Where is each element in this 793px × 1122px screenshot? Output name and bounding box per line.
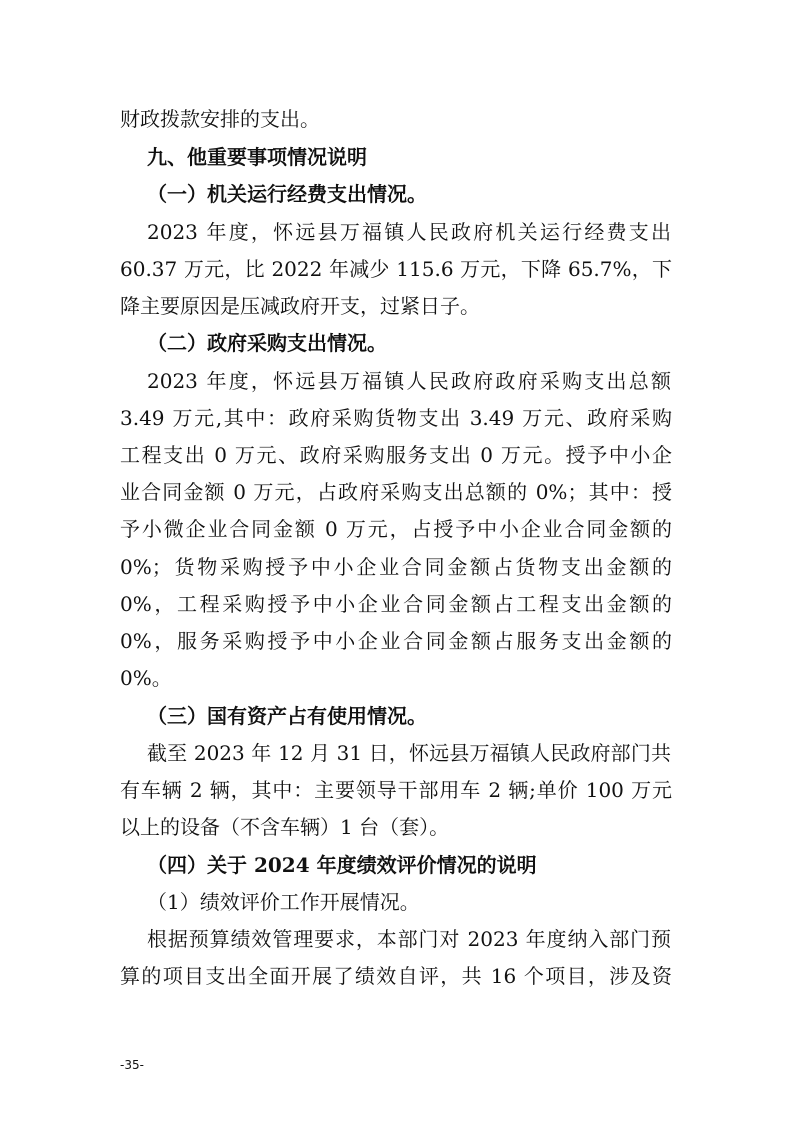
paragraph-line: 2023 年度，怀远县万福镇人民政府政府采购支出总额 — [147, 369, 671, 393]
paragraph-line: 业合同金额 0 万元，占政府采购支出总额的 0%；其中：授 — [120, 480, 672, 504]
subsection-heading: （二）政府采购支出情况。 — [147, 331, 387, 355]
paragraph-line: 以上的设备（不含车辆）1 台（套）。 — [120, 815, 450, 839]
paragraph-line: （1）绩效评价工作开展情况。 — [147, 890, 420, 914]
paragraph-line: 降主要原因是压减政府开支，过紧日子。 — [120, 294, 480, 318]
section-heading: 九、他重要事项情况说明 — [147, 145, 367, 169]
paragraph-line: 截至 2023 年 12 月 31 日，怀远县万福镇人民政府部门共 — [147, 741, 671, 765]
subsection-heading: （一）机关运行经费支出情况。 — [147, 182, 427, 206]
paragraph-line: 0%。 — [120, 666, 172, 690]
paragraph-line: 有车辆 2 辆，其中：主要领导干部用车 2 辆;单价 100 万元 — [120, 778, 672, 802]
paragraph-line: 工程支出 0 万元、政府采购服务支出 0 万元。授予中小企 — [120, 443, 672, 467]
page-number: -35- — [120, 1058, 144, 1072]
paragraph-line: 0%，服务采购授予中小企业合同金额占服务支出金额的 — [120, 629, 672, 653]
paragraph-line: 根据预算绩效管理要求，本部门对 2023 年度纳入部门预 — [147, 927, 671, 951]
paragraph-line: 财政拨款安排的支出。 — [120, 107, 320, 131]
paragraph-line: 60.37 万元，比 2022 年减少 115.6 万元，下降 65.7%，下 — [120, 257, 672, 281]
paragraph-line: 予小微企业合同金额 0 万元，占授予中小企业合同金额的 — [120, 517, 672, 541]
paragraph-line: 0%，工程采购授予中小企业合同金额占工程支出金额的 — [120, 592, 672, 616]
paragraph-line: 2023 年度，怀远县万福镇人民政府机关运行经费支出 — [147, 220, 671, 244]
subsection-heading: （三）国有资产占有使用情况。 — [147, 704, 427, 728]
subsection-heading: （四）关于 2024 年度绩效评价情况的说明 — [147, 853, 537, 877]
paragraph-line: 算的项目支出全面开展了绩效自评，共 16 个项目，涉及资 — [120, 964, 672, 988]
paragraph-line: 3.49 万元,其中：政府采购货物支出 3.49 万元、政府采购 — [120, 406, 672, 430]
paragraph-line: 0%；货物采购授予中小企业合同金额占货物支出金额的 — [120, 555, 672, 579]
